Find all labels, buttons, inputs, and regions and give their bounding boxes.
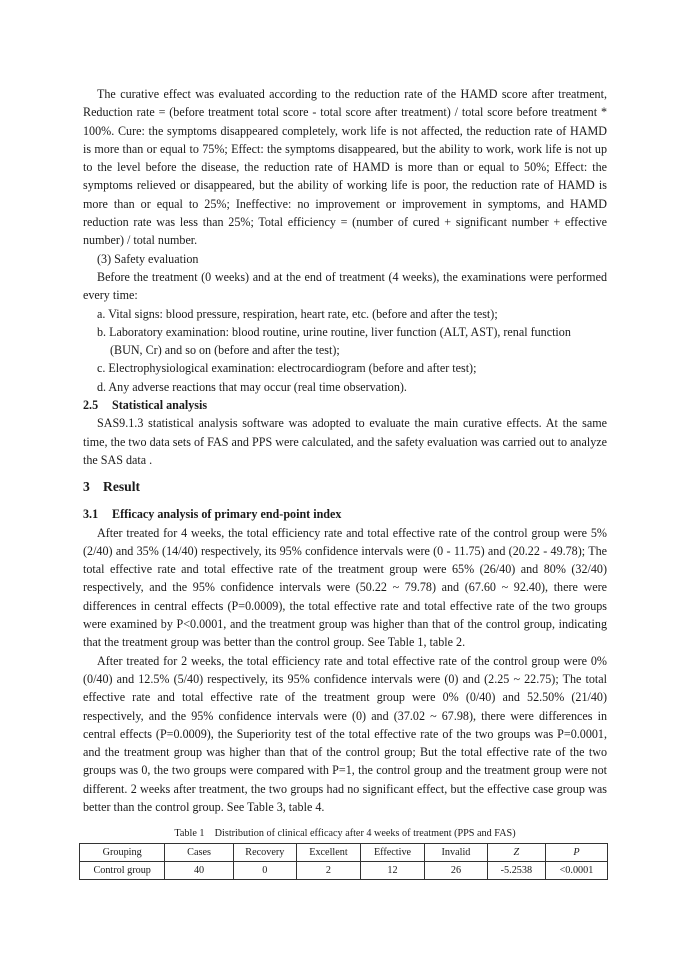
section-title: Statistical analysis	[112, 398, 208, 413]
table-cell: Control group	[80, 862, 165, 880]
list-item-b: b. Laboratory examination: blood routine, urine routine, liver function (ALT, AST), renal function	[97, 324, 571, 339]
section-title: Efficacy analysis of primary end-point index	[112, 507, 342, 522]
statistical-analysis-paragraph: SAS9.1.3 statistical analysis software was adopted to evaluate the main curative effects. At the same time, the two data sets of FAS and PPS were calculated, and the safety evaluation was carried out to analyze the SAS data .	[83, 416, 607, 467]
header-cell: Effective	[361, 844, 425, 862]
table-cell: 12	[361, 862, 425, 880]
table-header-row	[80, 844, 608, 862]
table-cell: <0.0001	[545, 862, 607, 880]
list-item-b-continued: (BUN, Cr) and so on (before and after the test);	[110, 343, 340, 358]
table-cell: -5.2538	[487, 862, 545, 880]
efficacy-table	[79, 843, 608, 880]
table-cell: 40	[165, 862, 233, 880]
section-number: 2.5	[83, 398, 99, 413]
section-number: 3	[83, 479, 90, 495]
list-item-a: a. Vital signs: blood pressure, respiration, heart rate, etc. (before and after the test);	[97, 306, 498, 321]
table-caption: Table 1 Distribution of clinical efficacy after 4 weeks of treatment (PPS and FAS)	[174, 828, 516, 840]
header-cell: Recovery	[233, 844, 296, 862]
header-cell: Excellent	[296, 844, 360, 862]
section-heading-2-5	[83, 396, 607, 414]
table-cell: 0	[233, 862, 296, 880]
table-row	[80, 862, 608, 880]
page-content	[83, 85, 607, 880]
list-item-d: d. Any adverse reactions that may occur (real time observation).	[97, 379, 407, 394]
header-cell: Z	[487, 844, 545, 862]
header-cell: Invalid	[425, 844, 488, 862]
two-week-results-paragraph: After treated for 2 weeks, the total efficiency rate and total effective rate of the control group were 0% (0/40) and 12.5% (5/40) respectively, its 95% confidence intervals were (0) and (2.25 ~ 22.75); The total effective rate and total effective rate of the treatment group were 0% (0/40) and 52.50% (21/40) respectively, and the 95% confidence intervals were (0) and (37.02 ~ 67.98), there were differences in central effects (P=0.0009), the Superiority test of the total effective rate of the two groups was P=0.0001, and the treatment group was higher than that of the control group; But the total effective rate of the two groups was 0, the two groups were compared with P=1, the control group and the treatment group were not different. 2 weeks after treatment, the two groups had no significant effect, but the effective case group was better than the control group. See Table 3, table 4.	[83, 653, 607, 814]
table-cell: 2	[296, 862, 360, 880]
section-title: Result	[103, 479, 141, 495]
four-week-results-paragraph: After treated for 4 weeks, the total efficiency rate and total effective rate of the control group were 5% (2/40) and 35% (14/40) respectively, its 95% confidence intervals were (0 - 11.75) and (20.22 - 49.78); The total effective rate and total effective rate of the treatment group were 65% (26/40) and 80% (32/40) respectively, and the 95% confidence intervals were (50.22 ~ 79.78) and (67.60 ~ 92.40), there were differences in central effects (P=0.0009), the total effective rate and total effective rate of the two groups were examined by P<0.0001, and the treatment group was higher than that of the control group, indicating that the treatment group was better than the control group. See Table 1, table 2.	[83, 525, 607, 650]
safety-intro-paragraph: Before the treatment (0 weeks) and at the end of treatment (4 weeks), the examinations were performed every time:	[83, 269, 607, 303]
header-cell: Grouping	[80, 844, 165, 862]
safety-evaluation-title: (3) Safety evaluation	[97, 251, 199, 266]
evaluation-criteria-paragraph: The curative effect was evaluated according to the reduction rate of the HAMD score after treatment, Reduction rate = (before treatment total score - total score after treatment) / total score before treatment * 100%. Cure: the symptoms disappeared completely, work life is not affected, the reduction rate of HAMD is more than or equal to 75%; Effect: the symptoms disappeared, but the ability to work, work life is not up to the level before the disease, the reduction rate of HAMD is more than or equal to 50%; Effect: the symptoms relieved or disappeared, but the ability of working life is poor, the reduction rate of HAMD is more than or equal to 25%; Ineffective: no improvement or improvement in symptoms, and HAMD reduction rate was less than 25%; Total efficiency = (number of cured + significant number + effective number) / total number.	[83, 87, 607, 248]
section-number: 3.1	[83, 507, 99, 522]
section-heading-3	[83, 478, 607, 496]
section-heading-3-1	[83, 505, 607, 523]
list-item-c: c. Electrophysiological examination: electrocardiogram (before and after test);	[97, 361, 477, 376]
table-cell: 26	[425, 862, 488, 880]
header-cell: Cases	[165, 844, 233, 862]
header-cell: P	[545, 844, 607, 862]
